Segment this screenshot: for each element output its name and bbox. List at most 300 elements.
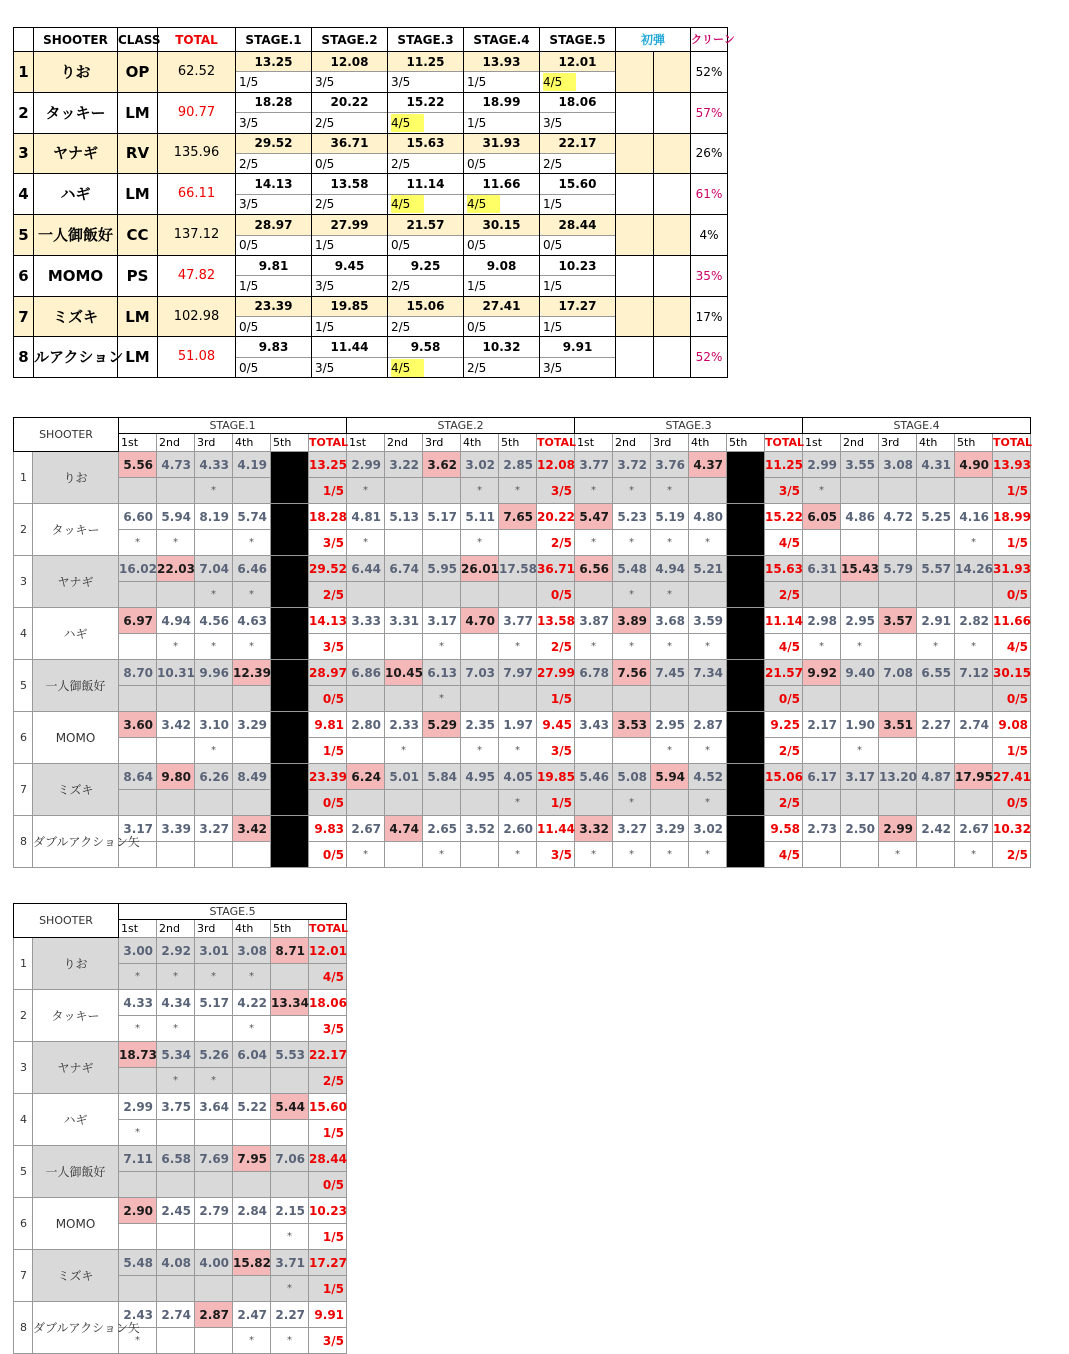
shot-time: 6.04 <box>233 1042 271 1068</box>
shot-time: 2.95 <box>841 608 879 634</box>
stage-fraction: 2/5 <box>537 634 575 660</box>
clean-mark: * <box>157 964 195 990</box>
shot-header: 4th <box>689 434 727 452</box>
shooter-name: りお <box>33 938 119 990</box>
summary-header-row <box>14 28 728 52</box>
stage-fraction-cell <box>388 357 464 377</box>
shot-time: 4.87 <box>917 764 955 790</box>
shot-header: 1st <box>347 434 385 452</box>
class-cell: LM <box>118 296 158 337</box>
stage-fraction-cell <box>312 153 388 173</box>
class-cell: CC <box>118 215 158 256</box>
stage-total: 15.06 <box>765 764 803 790</box>
shooter-marks-row <box>14 686 1031 712</box>
clean-mark: * <box>157 634 195 660</box>
shot-time: 7.56 <box>613 660 651 686</box>
clean-mark <box>157 686 195 712</box>
stage-fraction: 1/5 <box>309 1276 347 1302</box>
clean-mark: * <box>271 1328 309 1354</box>
shot-time: 2.42 <box>917 816 955 842</box>
stage-fraction-cell <box>236 153 312 173</box>
first-shot-cell-a <box>616 92 654 133</box>
shot-time: 2.60 <box>499 816 537 842</box>
clean-mark <box>385 582 423 608</box>
stage-fraction: 2/5 <box>391 156 411 171</box>
stage-fraction-cell <box>464 276 540 296</box>
shot-time: 5.95 <box>423 556 461 582</box>
shot-header: 3rd <box>195 920 233 938</box>
shooter-times-row <box>14 452 1031 478</box>
first-shot-cell-a <box>616 133 654 174</box>
clean-mark: * <box>803 634 841 660</box>
stage-total: 20.22 <box>537 504 575 530</box>
shooter-times-row <box>14 556 1031 582</box>
clean-mark <box>689 478 727 504</box>
stage-fraction: 2/5 <box>765 738 803 764</box>
clean-header: クリーン <box>691 28 728 52</box>
shot-time: 2.47 <box>233 1302 271 1328</box>
shooter-name: 一人御飯好 <box>34 215 118 256</box>
shot-time: 10.45 <box>385 660 423 686</box>
shot-time: 5.46 <box>575 764 613 790</box>
stage-fraction-cell <box>388 235 464 255</box>
stage-fraction: 3/5 <box>239 115 259 130</box>
stage-fraction: 0/5 <box>467 238 487 253</box>
clean-mark <box>803 686 841 712</box>
shot-time: 3.77 <box>499 608 537 634</box>
clean-mark <box>461 842 499 868</box>
clean-mark <box>575 686 613 712</box>
clean-mark <box>385 530 423 556</box>
clean-mark <box>195 842 233 868</box>
unused-shot-block <box>271 816 309 868</box>
clean-mark: * <box>119 964 157 990</box>
shot-time: 7.69 <box>195 1146 233 1172</box>
clean-mark: * <box>499 738 537 764</box>
shooter-times-row <box>14 608 1031 634</box>
shot-time: 5.29 <box>423 712 461 738</box>
shot-time: 6.74 <box>385 556 423 582</box>
shooter-times-row <box>14 1094 347 1120</box>
shot-header: 4th <box>917 434 955 452</box>
clean-mark: * <box>195 478 233 504</box>
shot-time: 2.99 <box>119 1094 157 1120</box>
shot-time: 3.71 <box>271 1250 309 1276</box>
clean-mark <box>347 790 385 816</box>
unused-shot-block <box>727 556 765 608</box>
clean-mark: * <box>917 634 955 660</box>
clean-mark <box>803 582 841 608</box>
stage-total: 9.45 <box>537 712 575 738</box>
rank-cell: 8 <box>14 816 33 868</box>
stage-total: 9.58 <box>765 816 803 842</box>
clean-mark <box>233 1224 271 1250</box>
clean-mark: * <box>347 530 385 556</box>
clean-mark: * <box>271 1224 309 1250</box>
unused-shot-block <box>271 504 309 556</box>
shot-time: 2.65 <box>423 816 461 842</box>
stage-fraction-cell <box>464 194 540 214</box>
first-shot-cell-b <box>654 255 691 296</box>
stage-time-cell: 19.85 <box>312 296 388 316</box>
shot-time: 7.45 <box>651 660 689 686</box>
shot-time: 3.42 <box>157 712 195 738</box>
shot-header: 3rd <box>195 434 233 452</box>
shot-time: 2.95 <box>651 712 689 738</box>
stage-fraction-cell <box>388 72 464 92</box>
stage-fraction-cell <box>540 194 616 214</box>
stage-fraction: 1/5 <box>467 278 487 293</box>
shot-time: 4.22 <box>233 990 271 1016</box>
shot-time: 15.43 <box>841 556 879 582</box>
shooter-name: ヤナギ <box>33 1042 119 1094</box>
clean-mark <box>879 634 917 660</box>
stage-total-header: TOTAL <box>765 434 803 452</box>
class-cell: LM <box>118 337 158 378</box>
shot-time: 4.63 <box>233 608 271 634</box>
stage-fraction: 1/5 <box>309 738 347 764</box>
shot-time: 3.17 <box>423 608 461 634</box>
shooter-name: MOMO <box>34 255 118 296</box>
shot-time: 6.86 <box>347 660 385 686</box>
stage-fraction: 3/5 <box>309 1328 347 1354</box>
shot-time: 3.29 <box>233 712 271 738</box>
shot-time: 2.43 <box>119 1302 157 1328</box>
shot-time: 5.74 <box>233 504 271 530</box>
shooter-times-row <box>14 990 347 1016</box>
clean-mark <box>157 1224 195 1250</box>
stage-total: 11.14 <box>765 608 803 634</box>
stage-total: 22.17 <box>309 1042 347 1068</box>
shot-time: 6.13 <box>423 660 461 686</box>
shot-time: 8.49 <box>233 764 271 790</box>
clean-mark: * <box>195 582 233 608</box>
total-cell: 47.82 <box>158 255 236 296</box>
unused-shot-block <box>271 764 309 816</box>
clean-mark: * <box>651 582 689 608</box>
stage-fraction: 0/5 <box>537 582 575 608</box>
shot-time: 8.19 <box>195 504 233 530</box>
shot-time: 4.00 <box>195 1250 233 1276</box>
shooter-times-row <box>14 1146 347 1172</box>
clean-mark <box>233 478 271 504</box>
stage-time-cell: 10.23 <box>540 255 616 275</box>
clean-mark <box>195 1120 233 1146</box>
stage-fraction: 2/5 <box>537 530 575 556</box>
shot-time: 2.15 <box>271 1198 309 1224</box>
unused-shot-block <box>271 608 309 660</box>
shot-time: 3.01 <box>195 938 233 964</box>
stage-fraction: 2/5 <box>315 197 335 212</box>
clean-mark <box>841 686 879 712</box>
clean-mark <box>689 686 727 712</box>
shot-time: 2.85 <box>499 452 537 478</box>
clean-mark <box>385 842 423 868</box>
clean-mark <box>195 1224 233 1250</box>
shot-time: 6.55 <box>917 660 955 686</box>
stage-total: 10.23 <box>309 1198 347 1224</box>
stage-time-cell: 22.17 <box>540 133 616 153</box>
clean-mark <box>917 582 955 608</box>
stage-time-cell: 20.22 <box>312 92 388 112</box>
class-cell: PS <box>118 255 158 296</box>
shot-time: 2.67 <box>955 816 993 842</box>
stage-fraction: 0/5 <box>315 156 335 171</box>
clean-mark <box>157 1120 195 1146</box>
clean-mark <box>233 842 271 868</box>
clean-mark <box>347 686 385 712</box>
stage-total: 36.71 <box>537 556 575 582</box>
stage-fraction-cell <box>312 235 388 255</box>
clean-mark <box>841 582 879 608</box>
shot-time: 6.78 <box>575 660 613 686</box>
clean-mark <box>233 1276 271 1302</box>
shot-time: 3.57 <box>879 608 917 634</box>
class-header: CLASS <box>118 28 158 52</box>
shot-time: 15.82 <box>233 1250 271 1276</box>
stage-total: 27.99 <box>537 660 575 686</box>
clean-mark: * <box>499 790 537 816</box>
stage-time-cell: 9.58 <box>388 337 464 357</box>
stage-fraction: 1/5 <box>239 278 259 293</box>
stage-fraction: 2/5 <box>309 582 347 608</box>
stage-fraction: 4/5 <box>467 195 500 213</box>
stage-time-cell: 28.97 <box>236 215 312 235</box>
stage-fraction-cell <box>236 317 312 337</box>
clean-mark <box>461 686 499 712</box>
clean-mark <box>119 1224 157 1250</box>
unused-shot-block <box>271 556 309 608</box>
stage-fraction: 3/5 <box>315 360 335 375</box>
clean-mark <box>613 686 651 712</box>
first-shot-cell-b <box>654 133 691 174</box>
shot-header: 3rd <box>879 434 917 452</box>
stage-fraction: 0/5 <box>993 686 1031 712</box>
stage-fraction: 0/5 <box>467 319 487 334</box>
shot-time: 3.75 <box>157 1094 195 1120</box>
rank-header <box>14 28 34 52</box>
clean-mark: * <box>689 842 727 868</box>
shot-time: 4.80 <box>689 504 727 530</box>
clean-mark <box>119 634 157 660</box>
clean-mark: * <box>195 738 233 764</box>
rank-cell: 8 <box>14 1302 33 1354</box>
shot-time: 2.74 <box>157 1302 195 1328</box>
clean-mark: * <box>423 634 461 660</box>
stage-subheader-row <box>14 434 1031 452</box>
clean-mark <box>651 686 689 712</box>
clean-rate-cell: 35% <box>691 255 728 296</box>
clean-mark: * <box>233 1328 271 1354</box>
stage-fraction: 2/5 <box>993 842 1031 868</box>
stage-fraction: 1/5 <box>315 319 335 334</box>
shooter-times-row <box>14 1198 347 1224</box>
rank-cell: 6 <box>14 712 33 764</box>
clean-mark: * <box>575 530 613 556</box>
shot-time: 2.80 <box>347 712 385 738</box>
stage-fraction: 0/5 <box>467 156 487 171</box>
clean-mark: * <box>613 582 651 608</box>
stage-time-cell: 13.58 <box>312 174 388 194</box>
shooter-name: タッキー <box>33 504 119 556</box>
shot-header: 5th <box>955 434 993 452</box>
shot-time: 3.77 <box>575 452 613 478</box>
shot-time: 5.94 <box>651 764 689 790</box>
shot-time: 5.53 <box>271 1042 309 1068</box>
shooter-name: 一人御飯好 <box>33 1146 119 1198</box>
shot-time: 5.84 <box>423 764 461 790</box>
clean-mark <box>423 530 461 556</box>
stage-time-cell: 9.81 <box>236 255 312 275</box>
total-cell: 66.11 <box>158 174 236 215</box>
rank-cell: 3 <box>14 133 34 174</box>
shot-time: 5.23 <box>613 504 651 530</box>
clean-mark: * <box>233 964 271 990</box>
rank-cell: 7 <box>14 296 34 337</box>
shot-time: 5.19 <box>651 504 689 530</box>
stage-fraction: 3/5 <box>315 75 335 90</box>
clean-mark: * <box>955 530 993 556</box>
clean-mark: * <box>461 478 499 504</box>
clean-mark <box>841 478 879 504</box>
shot-header: 2nd <box>841 434 879 452</box>
summary-row <box>14 52 728 72</box>
total-cell: 51.08 <box>158 337 236 378</box>
shot-time: 3.76 <box>651 452 689 478</box>
shooter-name: ハギ <box>33 1094 119 1146</box>
shot-time: 3.10 <box>195 712 233 738</box>
stage-label: STAGE.1 <box>119 418 347 434</box>
stage-fraction: 3/5 <box>537 738 575 764</box>
stage-total: 11.44 <box>537 816 575 842</box>
clean-mark <box>575 582 613 608</box>
clean-mark <box>917 530 955 556</box>
shot-time: 9.40 <box>841 660 879 686</box>
shot-header: 2nd <box>157 434 195 452</box>
clean-mark: * <box>651 842 689 868</box>
clean-rate-cell: 52% <box>691 52 728 93</box>
clean-mark <box>385 790 423 816</box>
shot-time: 7.34 <box>689 660 727 686</box>
clean-mark: * <box>461 738 499 764</box>
clean-mark: * <box>347 478 385 504</box>
stage3-header: STAGE.3 <box>388 28 464 52</box>
shot-time: 2.45 <box>157 1198 195 1224</box>
shot-time: 8.64 <box>119 764 157 790</box>
shot-time: 2.73 <box>803 816 841 842</box>
stage-label: STAGE.4 <box>803 418 1031 434</box>
clean-mark: * <box>575 842 613 868</box>
rank-cell: 2 <box>14 990 33 1042</box>
stage-time-cell: 9.25 <box>388 255 464 275</box>
shot-time: 7.03 <box>461 660 499 686</box>
first-shot-cell-b <box>654 337 691 378</box>
shot-time: 5.34 <box>157 1042 195 1068</box>
shot-time: 5.25 <box>917 504 955 530</box>
clean-mark: * <box>651 738 689 764</box>
shooter-header: SHOOTER <box>14 418 119 452</box>
shot-time: 2.99 <box>347 452 385 478</box>
stage-total-header: TOTAL <box>993 434 1031 452</box>
clean-mark <box>119 582 157 608</box>
clean-mark: * <box>651 478 689 504</box>
shot-time: 3.29 <box>651 816 689 842</box>
shooter-times-row <box>14 1302 347 1328</box>
shooter-times-row <box>14 504 1031 530</box>
stage-fraction: 3/5 <box>309 1016 347 1042</box>
stage-fraction: 3/5 <box>543 115 563 130</box>
class-cell: LM <box>118 92 158 133</box>
shot-time: 5.13 <box>385 504 423 530</box>
clean-mark: * <box>423 686 461 712</box>
stage-fraction-cell <box>236 276 312 296</box>
stage-time-cell: 15.06 <box>388 296 464 316</box>
clean-mark <box>233 686 271 712</box>
shot-time: 2.33 <box>385 712 423 738</box>
shot-time: 3.60 <box>119 712 157 738</box>
stage-total: 9.81 <box>309 712 347 738</box>
unused-shot-block <box>727 504 765 556</box>
stage-fraction: 2/5 <box>543 156 563 171</box>
clean-mark <box>119 686 157 712</box>
stage-fraction: 0/5 <box>239 238 259 253</box>
shot-time: 7.65 <box>499 504 537 530</box>
stage-fraction: 1/5 <box>993 478 1031 504</box>
clean-mark <box>917 790 955 816</box>
rank-cell: 5 <box>14 1146 33 1198</box>
clean-rate-cell: 26% <box>691 133 728 174</box>
clean-mark <box>879 530 917 556</box>
shot-time: 7.95 <box>233 1146 271 1172</box>
clean-mark: * <box>689 790 727 816</box>
shooter-name: ルアクション <box>34 337 118 378</box>
first-shot-cell-a <box>616 296 654 337</box>
clean-mark <box>233 1068 271 1094</box>
stage-fraction-cell <box>540 276 616 296</box>
shooter-name: タッキー <box>33 990 119 1042</box>
shot-time: 5.47 <box>575 504 613 530</box>
stage-time-cell: 13.93 <box>464 52 540 72</box>
stage-fraction-cell <box>312 113 388 133</box>
shot-header: 4th <box>233 434 271 452</box>
shot-time: 7.11 <box>119 1146 157 1172</box>
stage-fraction-cell <box>312 72 388 92</box>
stage-total-header: TOTAL <box>309 920 347 938</box>
clean-mark: * <box>613 530 651 556</box>
clean-mark: * <box>195 634 233 660</box>
clean-mark <box>119 1172 157 1198</box>
stage-time-cell: 11.14 <box>388 174 464 194</box>
stage-fraction-cell <box>464 72 540 92</box>
shot-time: 4.05 <box>499 764 537 790</box>
shot-time: 3.59 <box>689 608 727 634</box>
shot-time: 9.80 <box>157 764 195 790</box>
shot-time: 22.03 <box>157 556 195 582</box>
stage-fraction: 2/5 <box>239 156 259 171</box>
clean-mark <box>879 738 917 764</box>
shot-header: 3rd <box>651 434 689 452</box>
clean-mark: * <box>651 634 689 660</box>
clean-rate-cell: 57% <box>691 92 728 133</box>
clean-mark <box>575 738 613 764</box>
stage-total: 18.99 <box>993 504 1031 530</box>
clean-mark: * <box>195 964 233 990</box>
rank-cell: 7 <box>14 764 33 816</box>
shooter-times-row <box>14 712 1031 738</box>
clean-mark: * <box>499 634 537 660</box>
clean-mark <box>271 964 309 990</box>
stage-time-cell: 12.08 <box>312 52 388 72</box>
